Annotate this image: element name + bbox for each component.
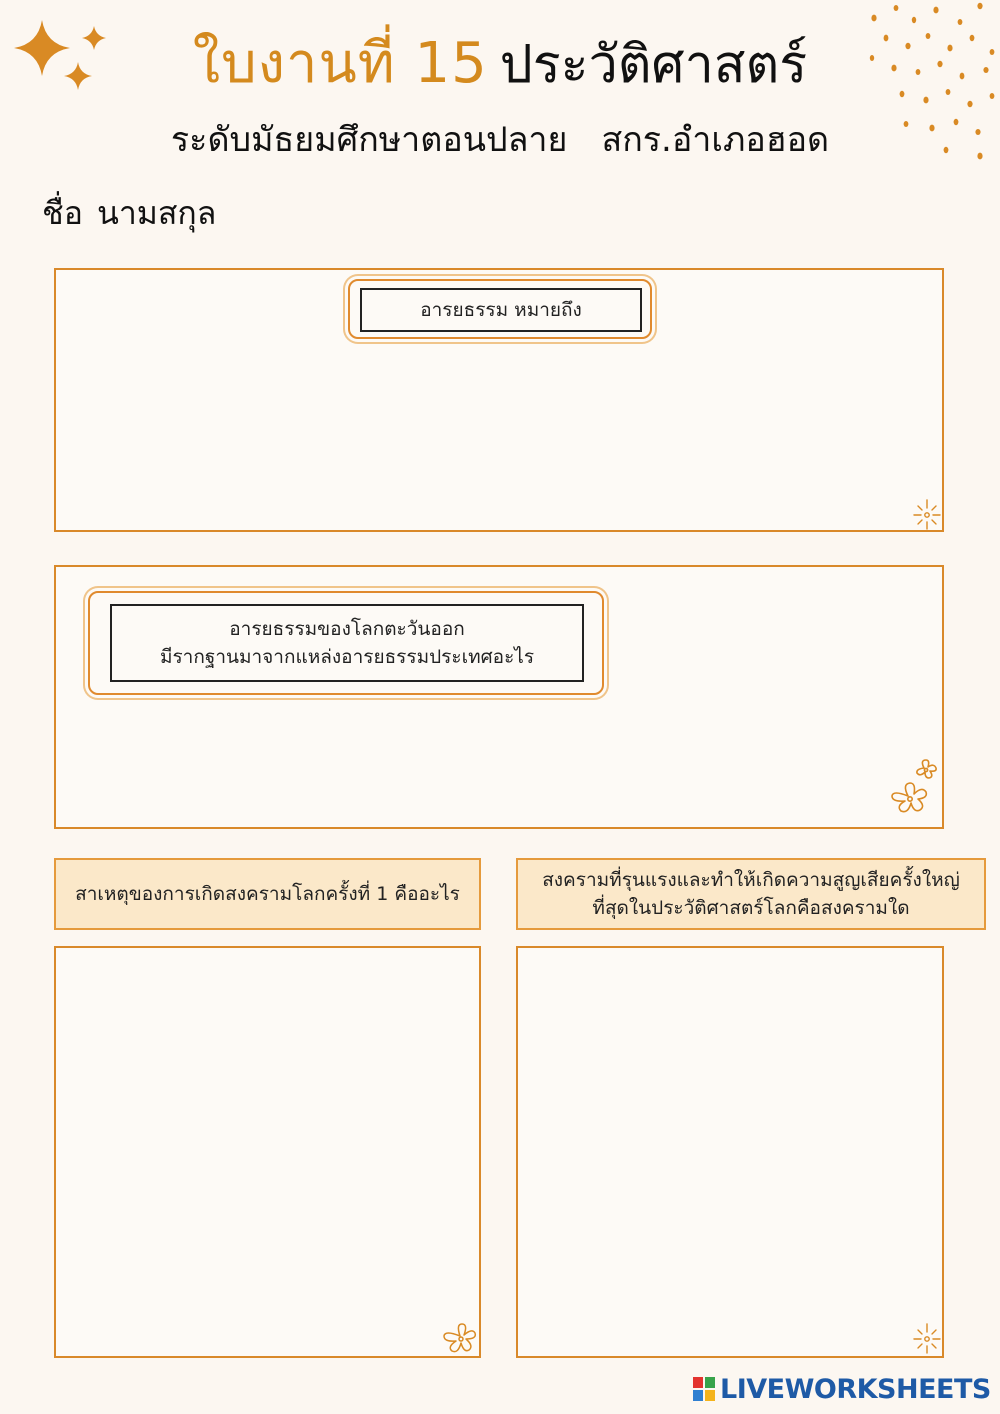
answer-box-4[interactable] (516, 946, 944, 1358)
question-strip-4 (516, 858, 986, 930)
question-frame-1 (360, 288, 642, 332)
question-strip-3 (54, 858, 481, 930)
question-label-2 (88, 591, 604, 695)
subject-title: ประวัติศาสตร์ (499, 35, 808, 95)
question-text-1: อารยธรรม หมายถึง (420, 299, 582, 321)
question-frame-2 (110, 604, 584, 682)
question-text-4-line1: สงครามที่รุนแรงและทำให้เกิดความสูญเสียครั้งใหญ่ (542, 869, 960, 891)
flower-doodle-icon (884, 756, 940, 822)
worksheet-number: ใบงานที่ 15 (192, 31, 488, 96)
liveworksheets-logo (692, 1374, 991, 1404)
sun-doodle-icon (912, 498, 942, 530)
brand-name: LIVEWORKSHEETS (720, 1373, 991, 1405)
question-text-2-line2: มีรากฐานมาจากแหล่งอารยธรรมประเทศอะไร (159, 646, 535, 668)
question-text-3: สาเหตุของการเกิดสงครามโลกครั้งที่ 1 คืออะไร (75, 883, 460, 905)
name-line (42, 188, 216, 239)
question-label-1 (348, 279, 652, 339)
question-text-2-line1: อารยธรรมของโลกตะวันออก (229, 618, 465, 640)
level-label: ระดับมัธยมศึกษาตอนปลาย (170, 120, 568, 160)
surname-label: นามสกุล (96, 194, 217, 232)
subtitle (0, 112, 1000, 166)
name-label: ชื่อ (42, 194, 83, 232)
flower-doodle-icon (440, 1320, 480, 1358)
sun-doodle-icon (912, 1322, 942, 1354)
question-text-4-line2: ที่สุดในประวัติศาสตร์โลกคือสงครามใด (592, 897, 910, 919)
school-label: สกร.อำเภอฮอด (601, 120, 830, 160)
answer-box-3[interactable] (54, 946, 481, 1358)
worksheet-title (0, 18, 1000, 107)
logo-grid-icon (692, 1376, 716, 1402)
